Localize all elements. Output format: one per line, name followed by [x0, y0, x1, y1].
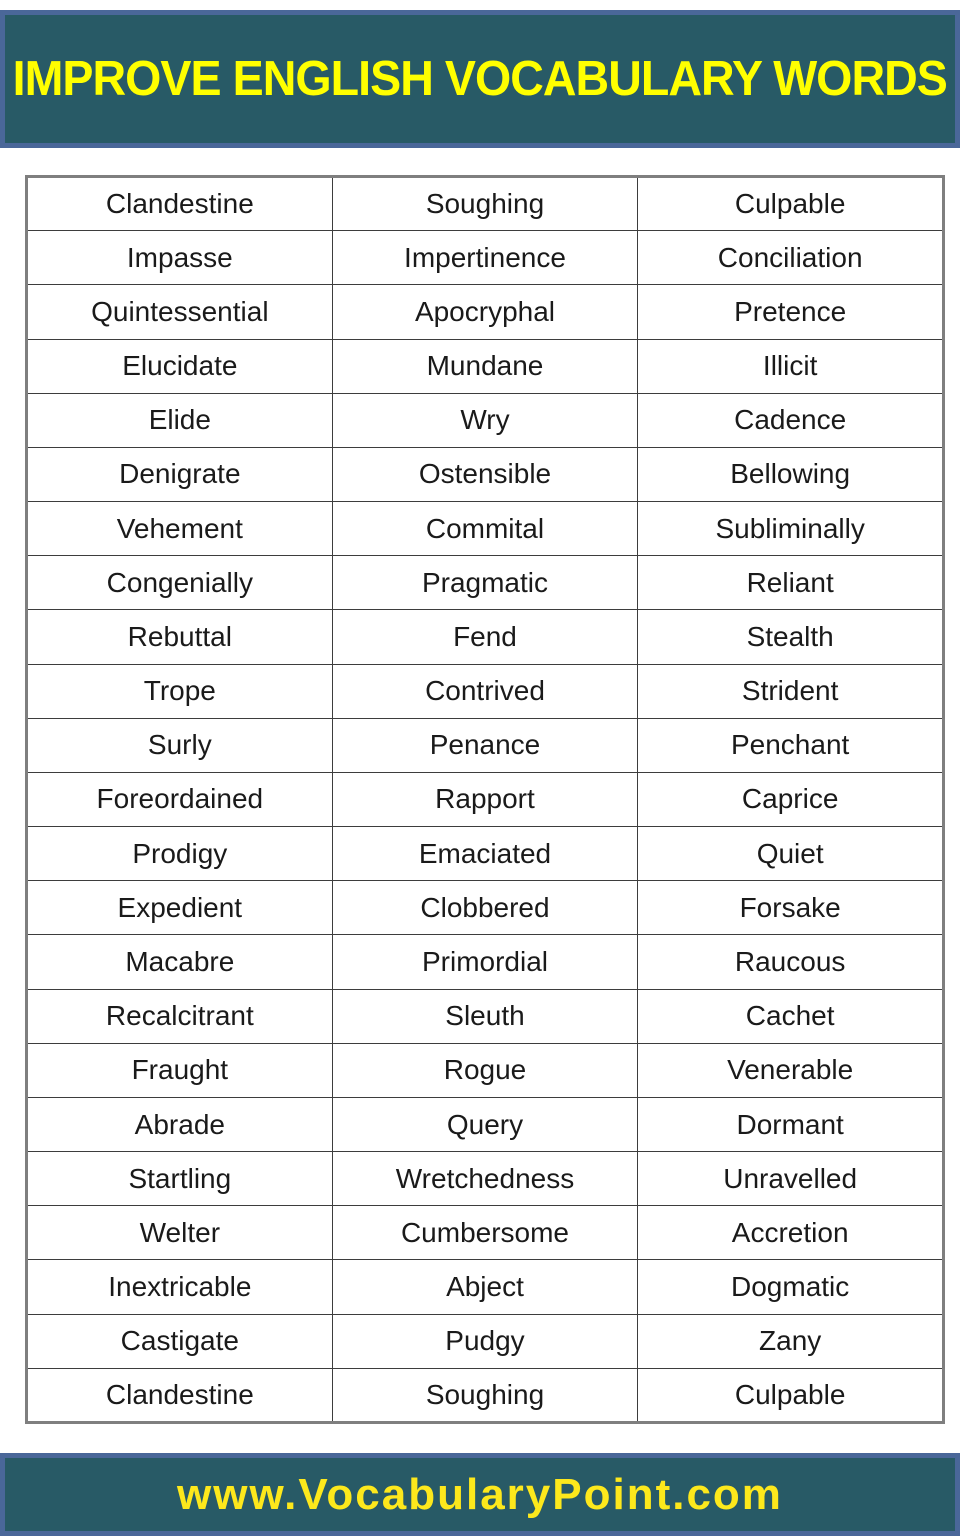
word-cell: Clandestine — [27, 177, 333, 231]
word-cell: Raucous — [638, 935, 944, 989]
word-cell: Impertinence — [332, 231, 638, 285]
word-cell: Subliminally — [638, 502, 944, 556]
table-row — [27, 1097, 944, 1151]
word-cell: Illicit — [638, 339, 944, 393]
table-row — [27, 502, 944, 556]
word-cell: Wretchedness — [332, 1152, 638, 1206]
table-row — [27, 989, 944, 1043]
table-row — [27, 881, 944, 935]
word-cell: Pragmatic — [332, 556, 638, 610]
word-cell: Inextricable — [27, 1260, 333, 1314]
word-cell: Congenially — [27, 556, 333, 610]
word-cell: Castigate — [27, 1314, 333, 1368]
word-cell: Soughing — [332, 177, 638, 231]
word-cell: Elide — [27, 393, 333, 447]
word-cell: Cachet — [638, 989, 944, 1043]
word-cell: Caprice — [638, 772, 944, 826]
table-row — [27, 1314, 944, 1368]
table-row — [27, 447, 944, 501]
word-cell: Dormant — [638, 1097, 944, 1151]
table-row — [27, 610, 944, 664]
table-row — [27, 772, 944, 826]
word-cell: Ostensible — [332, 447, 638, 501]
word-cell: Dogmatic — [638, 1260, 944, 1314]
word-cell: Stealth — [638, 610, 944, 664]
word-cell: Penchant — [638, 718, 944, 772]
table-row — [27, 556, 944, 610]
word-cell: Zany — [638, 1314, 944, 1368]
table-row — [27, 827, 944, 881]
table-row — [27, 393, 944, 447]
vocab-table-body — [27, 177, 944, 1423]
word-cell: Unravelled — [638, 1152, 944, 1206]
word-cell: Soughing — [332, 1368, 638, 1422]
word-cell: Strident — [638, 664, 944, 718]
word-cell: Mundane — [332, 339, 638, 393]
vocabulary-table-section — [25, 175, 945, 1424]
footer-banner — [0, 1453, 960, 1536]
word-cell: Vehement — [27, 502, 333, 556]
word-cell: Emaciated — [332, 827, 638, 881]
word-cell: Fraught — [27, 1043, 333, 1097]
word-cell: Abject — [332, 1260, 638, 1314]
table-row — [27, 177, 944, 231]
word-cell: Reliant — [638, 556, 944, 610]
word-cell: Recalcitrant — [27, 989, 333, 1043]
table-row — [27, 664, 944, 718]
word-cell: Fend — [332, 610, 638, 664]
word-cell: Venerable — [638, 1043, 944, 1097]
word-cell: Clandestine — [27, 1368, 333, 1422]
table-row — [27, 1368, 944, 1422]
word-cell: Sleuth — [332, 989, 638, 1043]
word-cell: Surly — [27, 718, 333, 772]
word-cell: Macabre — [27, 935, 333, 989]
word-cell: Accretion — [638, 1206, 944, 1260]
word-cell: Trope — [27, 664, 333, 718]
website-text: www.VocabularyPoint.com — [177, 1469, 783, 1519]
page-title: IMPROVE ENGLISH VOCABULARY WORDS — [12, 52, 948, 106]
word-cell: Abrade — [27, 1097, 333, 1151]
word-cell: Prodigy — [27, 827, 333, 881]
table-row — [27, 231, 944, 285]
word-cell: Forsake — [638, 881, 944, 935]
word-cell: Penance — [332, 718, 638, 772]
word-cell: Denigrate — [27, 447, 333, 501]
table-row — [27, 285, 944, 339]
vocabulary-table — [25, 175, 945, 1424]
word-cell: Culpable — [638, 1368, 944, 1422]
word-cell: Clobbered — [332, 881, 638, 935]
word-cell: Commital — [332, 502, 638, 556]
word-cell: Rebuttal — [27, 610, 333, 664]
word-cell: Primordial — [332, 935, 638, 989]
table-row — [27, 339, 944, 393]
table-row — [27, 1260, 944, 1314]
word-cell: Conciliation — [638, 231, 944, 285]
word-cell: Cumbersome — [332, 1206, 638, 1260]
word-cell: Foreordained — [27, 772, 333, 826]
word-cell: Elucidate — [27, 339, 333, 393]
word-cell: Pudgy — [332, 1314, 638, 1368]
word-cell: Wry — [332, 393, 638, 447]
word-cell: Rapport — [332, 772, 638, 826]
word-cell: Impasse — [27, 231, 333, 285]
word-cell: Quintessential — [27, 285, 333, 339]
header-banner — [0, 10, 960, 148]
word-cell: Startling — [27, 1152, 333, 1206]
table-row — [27, 1206, 944, 1260]
word-cell: Culpable — [638, 177, 944, 231]
word-cell: Rogue — [332, 1043, 638, 1097]
word-cell: Contrived — [332, 664, 638, 718]
table-row — [27, 1152, 944, 1206]
word-cell: Expedient — [27, 881, 333, 935]
word-cell: Apocryphal — [332, 285, 638, 339]
table-row — [27, 718, 944, 772]
word-cell: Quiet — [638, 827, 944, 881]
word-cell: Pretence — [638, 285, 944, 339]
word-cell: Bellowing — [638, 447, 944, 501]
word-cell: Cadence — [638, 393, 944, 447]
word-cell: Welter — [27, 1206, 333, 1260]
table-row — [27, 935, 944, 989]
table-row — [27, 1043, 944, 1097]
word-cell: Query — [332, 1097, 638, 1151]
